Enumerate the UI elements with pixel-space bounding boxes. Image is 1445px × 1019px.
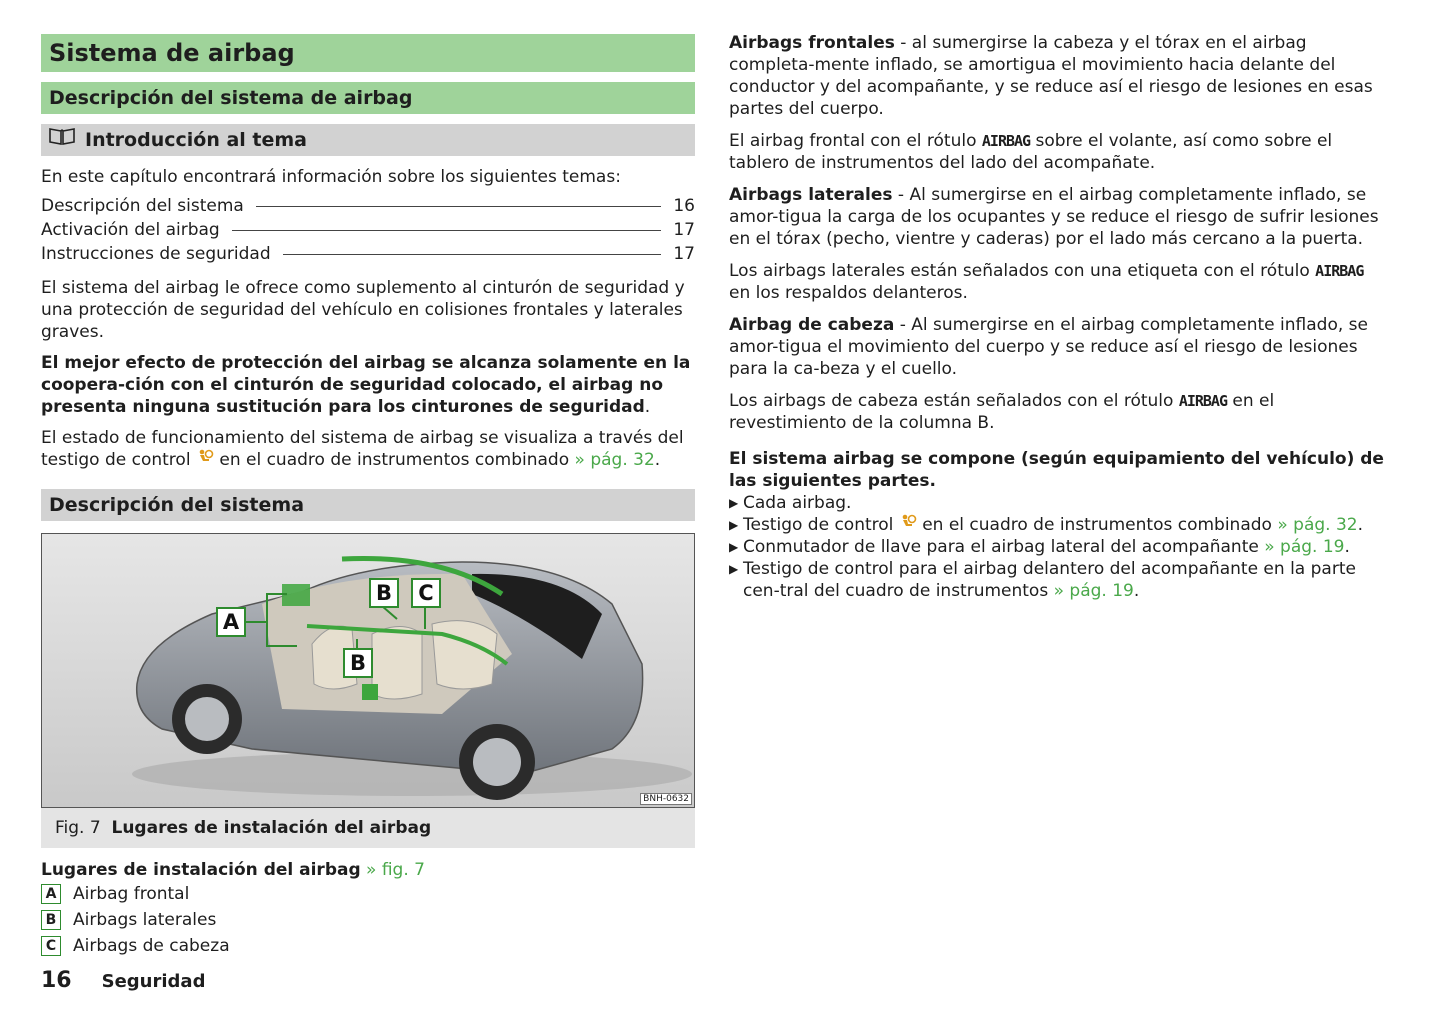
toc-row[interactable]: Activación del airbag 17 — [41, 220, 695, 240]
callout-b-upper: B — [369, 578, 399, 608]
airbag-warning-icon — [196, 449, 214, 471]
paragraph-lateral-label: Los airbags laterales están señalados con una etiqueta con el rótulo AIRBAG en los respaldos delanteros. — [729, 261, 1364, 303]
section-name: Seguridad — [101, 971, 206, 992]
page-footer — [41, 968, 205, 993]
paragraph-lateral: Airbags laterales - Al sumergirse en el airbag completamente inflado, se amor-tigua la carga de los ocupantes y se reduce el riesgo de sufrir lesiones en el tórax (pecho, vientre y caderas) por el lado más cercano a la puerta. — [729, 185, 1379, 249]
paragraph-bold: El mejor efecto de protección del airbag se alcanza solamente en la coopera-ción con el cinturón de seguridad colocado, el airbag no presenta ninguna sustitución para los cinturones de seguridad. — [41, 353, 691, 417]
subsection-system-header: Descripción del sistema — [41, 489, 695, 521]
page-number: 16 — [41, 968, 72, 993]
section-title: Descripción del sistema de airbag — [41, 82, 695, 114]
paragraph: El sistema del airbag le ofrece como suplemento al cinturón de seguridad y una protección de seguridad del vehículo en colisiones frontales y laterales graves. — [41, 278, 685, 342]
legend-item: C Airbags de cabeza — [41, 933, 695, 958]
book-icon — [49, 126, 75, 154]
airbag-label: AIRBAG — [1178, 392, 1227, 410]
figure-link[interactable]: » fig. 7 — [366, 860, 425, 880]
toc-row[interactable]: Instrucciones de seguridad 17 — [41, 244, 695, 264]
legend-item: B Airbags laterales — [41, 907, 695, 932]
page-link[interactable]: » pág. 32 — [574, 450, 655, 470]
callout-c: C — [411, 578, 441, 608]
list-item: ▶ Testigo de control en el cuadro de instrumentos combinado » pág. 32. — [729, 515, 1363, 535]
figure-code: BNH-0632 — [640, 793, 692, 805]
subsection-intro-title: Introducción al tema — [85, 129, 307, 151]
paragraph-status: El estado de funcionamiento del sistema de airbag se visualiza a través del testigo de control en el cuadro de instrumentos combinado » pág. 32. — [41, 428, 684, 470]
parts-heading: El sistema airbag se compone (según equipamiento del vehículo) de las siguientes partes. — [729, 449, 1384, 491]
airbag-figure — [41, 533, 695, 808]
airbag-label: AIRBAG — [1315, 262, 1364, 280]
left-column — [41, 34, 695, 958]
table-of-contents — [41, 196, 695, 268]
airbag-warning-icon — [899, 514, 917, 536]
legend-item: A Airbag frontal — [41, 881, 695, 906]
intro-text: En este capítulo encontrará información sobre los siguientes temas: — [41, 167, 621, 187]
legend-title: Lugares de instalación del airbag » fig. 7 — [41, 860, 425, 880]
page-link[interactable]: » pág. 32 — [1277, 515, 1358, 535]
toc-row[interactable]: Descripción del sistema 16 — [41, 196, 695, 216]
paragraph-head-label: Los airbags de cabeza están señalados con el rótulo AIRBAG en el revestimiento de la columna B. — [729, 391, 1275, 433]
list-item: ▶ Cada airbag. — [729, 493, 852, 513]
list-item: ▶ Conmutador de llave para el airbag lateral del acompañante » pág. 19. — [729, 537, 1350, 557]
chapter-title: Sistema de airbag — [41, 34, 695, 72]
right-column — [729, 32, 1389, 602]
paragraph-head: Airbag de cabeza - Al sumergirse en el airbag completamente inflado, se amor-tigua el movimiento del cuerpo y se reduce así el riesgo de lesiones para la ca-beza y el cuello. — [729, 315, 1368, 379]
callout-a: A — [216, 607, 246, 637]
callout-b-lower: B — [343, 648, 373, 678]
list-item: ▶ Testigo de control para el airbag delantero del acompañante en la parte cen-tral del cuadro de instrumentos » pág. 19. — [729, 559, 1356, 601]
figure-caption: Fig. 7 Lugares de instalación del airbag — [41, 808, 695, 848]
paragraph-frontal-label: El airbag frontal con el rótulo AIRBAG sobre el volante, así como sobre el tablero de instrumentos del lado del acompañate. — [729, 131, 1333, 173]
subsection-intro-header — [41, 124, 695, 156]
paragraph-frontal: Airbags frontales - al sumergirse la cabeza y el tórax en el airbag completa-mente inflado, se amortigua el movimiento hacia delante del conductor y del acompañante, y se reduce así el riesgo de lesiones en esas partes del cuerpo. — [729, 33, 1373, 119]
airbag-label: AIRBAG — [981, 132, 1031, 150]
page-link[interactable]: » pág. 19 — [1053, 581, 1134, 601]
page-link[interactable]: » pág. 19 — [1264, 537, 1345, 557]
